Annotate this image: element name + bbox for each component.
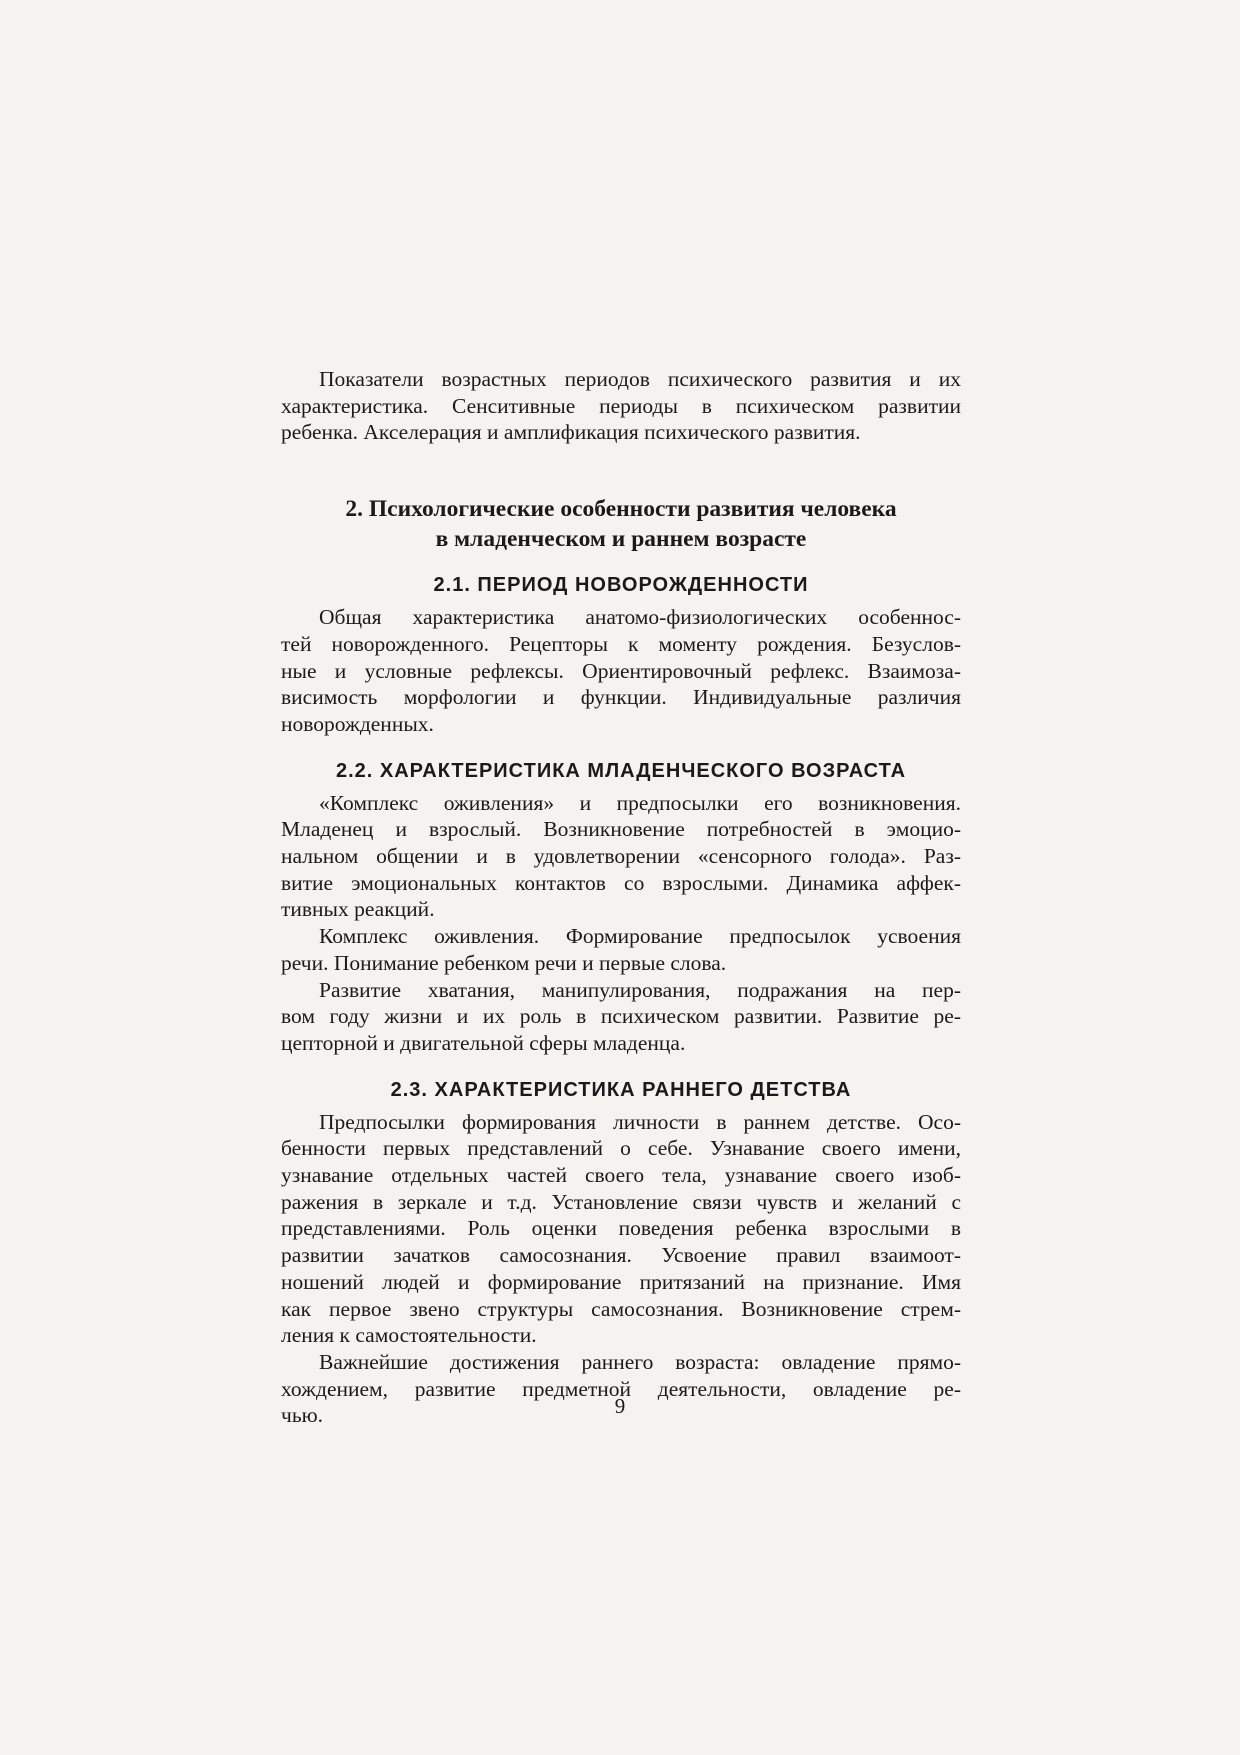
text-line: чью. xyxy=(281,1403,324,1428)
text-line: витие эмоциональных контактов со взрослыми. Динамика аффек- xyxy=(281,870,961,895)
section-paragraph xyxy=(281,923,961,976)
text-line: ношений людей и формирование притязаний на признание. Имя xyxy=(281,1269,961,1294)
section-paragraph xyxy=(281,1109,961,1349)
text-line: цепторной и двигательной сферы младенца. xyxy=(281,1030,686,1055)
section-paragraph xyxy=(281,604,961,738)
intro-paragraph xyxy=(281,366,961,446)
chapter-heading xyxy=(281,494,961,554)
text-line: Общая характеристика анатомо-физиологических особеннос- xyxy=(319,605,961,630)
section-heading-2-3: 2.3. ХАРАКТЕРИСТИКА РАННЕГО ДЕТСТВА xyxy=(390,1078,852,1101)
text-line: ражения в зеркале и т.д. Установление связи чувств и желаний с xyxy=(281,1189,961,1214)
section-paragraph xyxy=(281,790,961,924)
text-line: висимость морфологии и функции. Индивидуальные различия xyxy=(281,685,961,710)
section-heading-2-2: 2.2. ХАРАКТЕРИСТИКА МЛАДЕНЧЕСКОГО ВОЗРАСТА xyxy=(335,759,907,782)
text-line: Показатели возрастных периодов психического развития и их xyxy=(319,367,961,391)
chapter-heading-line: в младенческом и раннем возрасте xyxy=(435,526,807,553)
text-line: ребенка. Акселерация и амплификация психического развития. xyxy=(281,420,861,445)
text-line: тей новорожденного. Рецепторы к моменту рождения. Безуслов- xyxy=(281,631,961,656)
page-content xyxy=(281,366,961,1429)
text-line: Важнейшие достижения раннего возраста: овладение прямо- xyxy=(319,1349,961,1374)
text-line: речи. Понимание ребенком речи и первые слова. xyxy=(281,950,727,975)
text-line: нальном общении и в удовлетворении «сенсорного голода». Раз- xyxy=(281,844,961,869)
text-line: вом году жизни и их роль в психическом развитии. Развитие ре- xyxy=(281,1004,961,1029)
chapter-heading-line: 2. Психологические особенности развития человека xyxy=(345,496,897,523)
text-line: как первое звено структуры самосознания. Возникновение стрем- xyxy=(281,1296,961,1321)
text-line: представлениями. Роль оценки поведения ребенка взрослыми в xyxy=(281,1216,961,1241)
text-line: ные и условные рефлексы. Ориентировочный рефлекс. Взаимоза- xyxy=(281,658,961,683)
text-line: новорожденных. xyxy=(281,711,434,736)
text-line: тивных реакций. xyxy=(281,897,435,922)
text-line: Комплекс оживления. Формирование предпосылок усвоения xyxy=(319,924,961,949)
text-line: Младенец и взрослый. Возникновение потребностей в эмоцио- xyxy=(281,817,961,842)
text-line: ления к самостоятельности. xyxy=(281,1323,537,1348)
section-heading-2-1: 2.1. ПЕРИОД НОВОРОЖДЕННОСТИ xyxy=(433,574,809,597)
page-number: 9 xyxy=(614,1394,626,1418)
text-line: узнавание отдельных частей своего тела, узнавание своего изоб- xyxy=(281,1163,961,1188)
text-line: Предпосылки формирования личности в раннем детстве. Осо- xyxy=(319,1109,961,1134)
text-line: Развитие хватания, манипулирования, подражания на пер- xyxy=(319,977,961,1002)
text-line: «Комплекс оживления» и предпосылки его возникновения. xyxy=(319,790,961,815)
text-line: хождением, развитие предметной деятельности, овладение ре- xyxy=(281,1376,961,1401)
text-line: развитии зачатков самосознания. Усвоение правил взаимоот- xyxy=(281,1243,961,1268)
text-line: характеристика. Сенситивные периоды в психическом развитии xyxy=(281,393,961,418)
text-line: бенности первых представлений о себе. Узнавание своего имени, xyxy=(281,1136,961,1161)
section-paragraph xyxy=(281,977,961,1057)
